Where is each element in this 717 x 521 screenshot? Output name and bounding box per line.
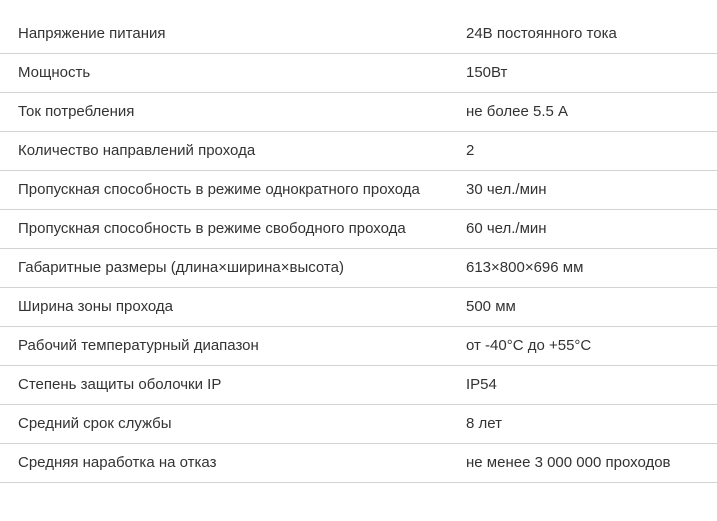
spec-value: 8 лет xyxy=(448,405,717,444)
spec-label: Пропускная способность в режиме однократного прохода xyxy=(0,171,448,210)
spec-value: от -40°C до +55°C xyxy=(448,327,717,366)
spec-value: IP54 xyxy=(448,366,717,405)
spec-row-dimensions xyxy=(0,249,717,288)
spec-label: Ток потребления xyxy=(0,93,448,132)
spec-row-free-pass-throughput xyxy=(0,210,717,249)
spec-label: Ширина зоны прохода xyxy=(0,288,448,327)
spec-row-power xyxy=(0,54,717,93)
spec-label: Степень защиты оболочки IP xyxy=(0,366,448,405)
spec-row-temperature-range xyxy=(0,327,717,366)
spec-row-passage-width xyxy=(0,288,717,327)
spec-value: 30 чел./мин xyxy=(448,171,717,210)
spec-row-ip-rating xyxy=(0,366,717,405)
spec-label: Габаритные размеры (длина×ширина×высота) xyxy=(0,249,448,288)
spec-label: Количество направлений прохода xyxy=(0,132,448,171)
spec-value: 24В постоянного тока xyxy=(448,15,717,54)
spec-label: Мощность xyxy=(0,54,448,93)
specifications-table xyxy=(0,15,717,483)
spec-label: Рабочий температурный диапазон xyxy=(0,327,448,366)
spec-value: не более 5.5 А xyxy=(448,93,717,132)
spec-row-service-life xyxy=(0,405,717,444)
spec-row-mtbf xyxy=(0,444,717,483)
spec-value: 2 xyxy=(448,132,717,171)
spec-label: Средний срок службы xyxy=(0,405,448,444)
spec-value: не менее 3 000 000 проходов xyxy=(448,444,717,483)
spec-value: 150Вт xyxy=(448,54,717,93)
spec-value: 613×800×696 мм xyxy=(448,249,717,288)
spec-value: 60 чел./мин xyxy=(448,210,717,249)
spec-row-directions xyxy=(0,132,717,171)
spec-value: 500 мм xyxy=(448,288,717,327)
spec-label: Пропускная способность в режиме свободного прохода xyxy=(0,210,448,249)
spec-row-supply-voltage xyxy=(0,15,717,54)
spec-row-single-pass-throughput xyxy=(0,171,717,210)
spec-label: Средняя наработка на отказ xyxy=(0,444,448,483)
spec-row-current xyxy=(0,93,717,132)
spec-label: Напряжение питания xyxy=(0,15,448,54)
